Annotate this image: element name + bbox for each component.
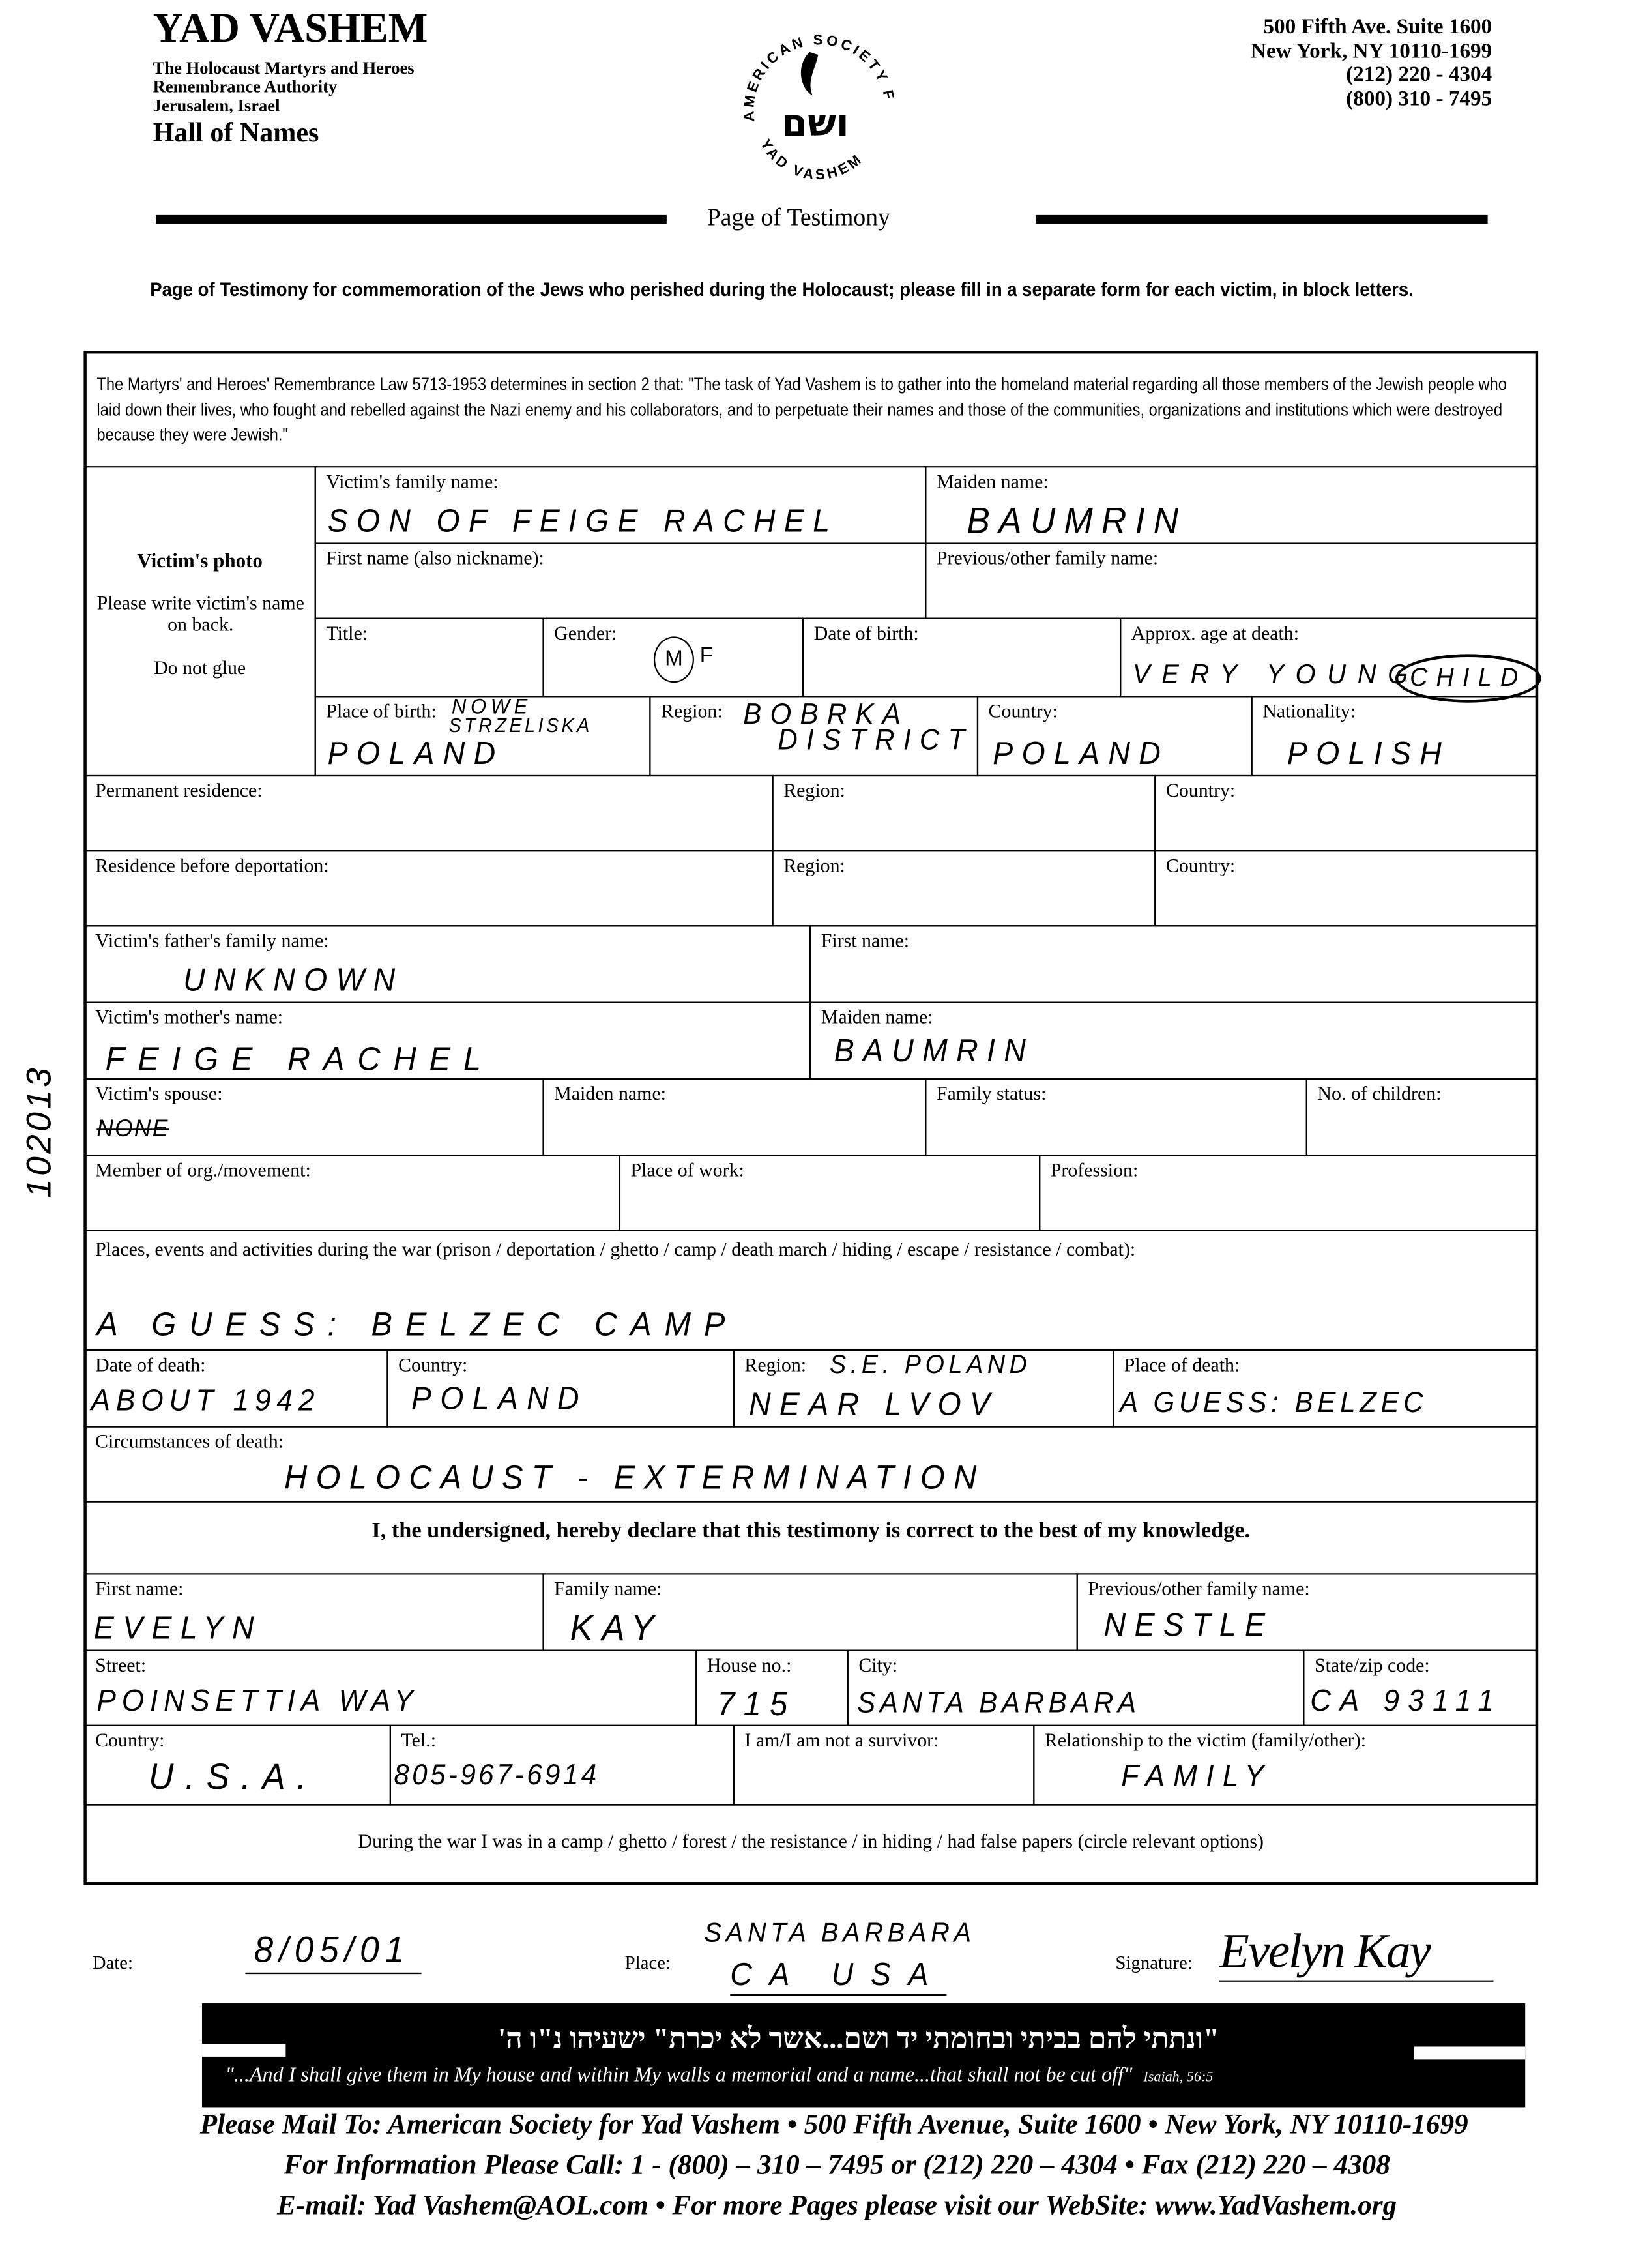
death-country-field[interactable] <box>386 1349 735 1428</box>
place-of-death-field[interactable] <box>1113 1349 1538 1428</box>
value-1: NOWE <box>451 694 532 718</box>
org-subtitle-2: Remembrance Authority <box>153 76 338 97</box>
photo-glue-note: Do not glue <box>154 656 246 679</box>
label: Member of org./movement: <box>95 1158 311 1181</box>
value: KAY <box>570 1608 663 1649</box>
label: Country: <box>988 700 1058 722</box>
value: SON OF FEIGE RACHEL <box>327 504 839 540</box>
value: BAUMRIN <box>967 501 1187 542</box>
label: Region: <box>661 700 723 722</box>
victim-dob-field[interactable] <box>802 618 1121 698</box>
value: FEIGE RACHEL <box>105 1039 495 1078</box>
war-activities-field[interactable] <box>83 1230 1538 1351</box>
org-subtitle-3: Jerusalem, Israel <box>153 95 280 116</box>
label: Region: <box>783 854 845 876</box>
svg-text:ושם: ושם <box>781 101 849 145</box>
value: BAUMRIN <box>834 1034 1035 1069</box>
value: NONE <box>96 1116 169 1143</box>
date-value[interactable]: 8/05/01 <box>245 1930 421 1974</box>
submitter-state-zip-field[interactable] <box>1303 1650 1538 1726</box>
victim-family-name-field[interactable] <box>315 466 927 544</box>
value-2: NEAR LVOV <box>749 1387 999 1423</box>
value: A GUESS: BELZEC CAMP <box>96 1305 738 1344</box>
label: Nationality: <box>1262 700 1356 722</box>
label: Circumstances of death: <box>95 1430 284 1452</box>
death-region-field[interactable] <box>733 1349 1114 1428</box>
value-1: BOBRKA <box>743 699 910 731</box>
value-1: S.E. POLAND <box>830 1350 1032 1379</box>
footer-phone: For Information Please Call: 1 - (800) – 310 – 7495 or (212) 220 – 4304 • Fax (212) 220 – 4308 <box>284 2150 1390 2181</box>
label: No. of children: <box>1317 1082 1442 1104</box>
hebrew-quote: "ונתתי להם בביתי ובחומתי יד ושם...אשר לא יכרת" ישעיהו נ"ו ה' <box>498 2024 1219 2055</box>
label: First name: <box>821 929 910 952</box>
value-2: DISTRICT <box>778 725 974 758</box>
submitter-house-number-field[interactable] <box>695 1650 849 1726</box>
label: Family status: <box>936 1082 1047 1104</box>
value: HOLOCAUST - EXTERMINATION <box>284 1458 985 1497</box>
label: Previous/other family name: <box>936 547 1159 569</box>
submitter-city-field[interactable] <box>847 1650 1305 1726</box>
label: Region: <box>744 1353 807 1376</box>
hall-of-names: Hall of Names <box>153 118 319 149</box>
label: Country: <box>1165 779 1236 801</box>
victim-maiden-name-field[interactable] <box>925 466 1538 544</box>
profession-field[interactable] <box>1039 1155 1538 1231</box>
gender-option-f[interactable]: F <box>699 643 714 669</box>
value: POLISH <box>1287 737 1451 772</box>
value: 805-967-6914 <box>394 1760 600 1792</box>
label: House no.: <box>706 1654 792 1676</box>
banner-stripe-right <box>1414 2046 1525 2059</box>
banner-stripe-left <box>202 2044 285 2057</box>
place-value-2[interactable]: CA USA <box>730 1958 946 1996</box>
family-status-field[interactable] <box>925 1078 1307 1156</box>
permanent-country-field[interactable] <box>1154 775 1538 851</box>
residence-before-deportation-field[interactable] <box>83 850 773 926</box>
permanent-region-field[interactable] <box>772 775 1156 851</box>
org-title: YAD VASHEM <box>153 5 428 52</box>
society-logo <box>729 20 902 194</box>
address-line-2: New York, NY 10110-1699 <box>1251 39 1492 63</box>
value: ABOUT 1942 <box>91 1385 321 1419</box>
label: Profession: <box>1050 1158 1139 1181</box>
value: UNKNOWN <box>183 963 404 999</box>
label: Residence before deportation: <box>95 854 329 876</box>
value: U.S.A. <box>149 1757 318 1798</box>
label: Permanent residence: <box>95 779 263 801</box>
label: Victim's mother's name: <box>95 1006 284 1028</box>
number-of-children-field[interactable] <box>1306 1078 1538 1156</box>
submitter-country-field[interactable] <box>83 1725 391 1806</box>
label: I am/I am not a survivor: <box>744 1729 939 1751</box>
declaration: I, the undersigned, hereby declare that this testimony is correct to the best of my knowledge. <box>371 1518 1251 1543</box>
value: POLAND <box>993 737 1170 772</box>
value: POINSETTIA WAY <box>96 1685 420 1718</box>
english-quote-text: "...And I shall give them in My house and within My walls a memorial and a name...that shall not be cut off" <box>225 2064 1133 2087</box>
mother-maiden-name-field[interactable] <box>809 1002 1538 1080</box>
label: Tel.: <box>401 1729 437 1751</box>
margin-note: 102013 <box>20 1065 59 1198</box>
label: Victim's family name: <box>326 470 499 492</box>
quote-banner <box>202 2003 1525 2107</box>
label: First name: <box>95 1577 184 1600</box>
victim-birth-country-field[interactable] <box>977 696 1253 776</box>
label: Gender: <box>554 622 617 644</box>
value: SANTA BARBARA <box>857 1688 1141 1720</box>
label: Victim's father's family name: <box>95 929 329 952</box>
photo-note: Please write victim's name on back. <box>96 591 304 636</box>
label: Place of birth: <box>326 700 437 722</box>
date-label: Date: <box>92 1951 134 1973</box>
label: Date of birth: <box>813 622 919 644</box>
victim-age-field[interactable] <box>1120 618 1538 698</box>
instructions: Page of Testimony for commemoration of the Jews who perished during the Holocaust; please fill in a separate form for each victim, in block letters. <box>150 278 1414 301</box>
deportation-country-field[interactable] <box>1154 850 1538 926</box>
father-first-name-field[interactable] <box>809 925 1538 1003</box>
phone-1: (212) 220 - 4304 <box>1346 63 1492 87</box>
org-subtitle-1: The Holocaust Martyrs and Heroes <box>153 57 415 78</box>
victim-birth-region-field[interactable] <box>649 696 978 776</box>
label: Country: <box>398 1353 468 1376</box>
value-2: STRZELISKA <box>448 714 592 737</box>
signature-label: Signature: <box>1115 1951 1193 1973</box>
permanent-residence-field[interactable] <box>83 775 773 851</box>
place-of-work-field[interactable] <box>619 1155 1040 1231</box>
svg-text:AMERICAN SOCIETY FOR: AMERICAN SOCIETY F <box>740 31 898 123</box>
label: Street: <box>95 1654 147 1676</box>
label: Place of work: <box>630 1158 744 1181</box>
footer-email-web[interactable]: E-mail: Yad Vashem@AOL.com • For more Pages please visit our WebSite: www.YadVashem.org <box>277 2190 1397 2222</box>
victim-previous-name-field[interactable] <box>925 542 1538 619</box>
label: Maiden name: <box>554 1082 667 1104</box>
label: Maiden name: <box>821 1006 933 1028</box>
value-3: POLAND <box>327 737 504 772</box>
label: Relationship to the victim (family/other): <box>1044 1729 1367 1751</box>
label: Place of death: <box>1124 1353 1240 1376</box>
gender-option-m-circled[interactable]: M <box>654 636 694 683</box>
org-subtitle <box>153 59 415 115</box>
english-quote <box>225 2064 1213 2089</box>
label: Date of death: <box>95 1353 206 1376</box>
value: NESTLE <box>1103 1608 1274 1643</box>
deportation-region-field[interactable] <box>772 850 1156 926</box>
place-value-1[interactable]: SANTA BARBARA <box>704 1917 976 1948</box>
label: Maiden name: <box>936 470 1049 492</box>
photo-title: Victim's photo <box>137 551 263 573</box>
mother-name-field[interactable] <box>83 1002 811 1080</box>
submitter-family-name-field[interactable] <box>542 1573 1077 1651</box>
value: EVELYN <box>93 1611 263 1647</box>
war-status-line[interactable]: During the war I was in a camp / ghetto / forest / the resistance / in hiding / had false papers (circle relevant options) <box>358 1830 1264 1852</box>
father-family-name-field[interactable] <box>83 925 811 1003</box>
value: FAMILY <box>1121 1760 1273 1793</box>
form-title: Page of Testimony <box>706 203 890 231</box>
footer-mail: Please Mail To: American Society for Yad Vashem • 500 Fifth Avenue, Suite 1600 • New York, NY 10110-1699 <box>199 2110 1468 2141</box>
label: State/zip code: <box>1314 1654 1430 1676</box>
value: CA 93111 <box>1310 1685 1503 1718</box>
survivor-status-field[interactable] <box>733 1725 1035 1806</box>
label: Family name: <box>554 1577 662 1600</box>
submitter-street-field[interactable] <box>83 1650 697 1726</box>
label: Victim's spouse: <box>95 1082 223 1104</box>
place-label: Place: <box>624 1951 671 1973</box>
header-rule-right <box>1036 215 1488 224</box>
label: Approx. age at death: <box>1131 622 1300 644</box>
relationship-field[interactable] <box>1033 1725 1538 1806</box>
label: Previous/other family name: <box>1088 1577 1310 1600</box>
date-of-death-field[interactable] <box>83 1349 388 1428</box>
label: City: <box>858 1654 898 1676</box>
label: Region: <box>783 779 845 801</box>
age-circled-value: CHILD <box>1395 654 1541 702</box>
label: Places, events and activities during the war (prison / deportation / ghetto / camp / death march / hiding / escape / resistance / combat): <box>95 1238 1136 1260</box>
phone-2: (800) 310 - 7495 <box>1346 87 1492 111</box>
org-address <box>1251 16 1492 111</box>
victim-nationality-field[interactable] <box>1251 696 1539 776</box>
spouse-maiden-name-field[interactable] <box>542 1078 926 1156</box>
svg-text:YAD VASHEM: YAD VASHEM <box>757 136 866 183</box>
value: POLAND <box>411 1381 588 1417</box>
label: First name (also nickname): <box>326 547 544 569</box>
victim-first-name-field[interactable] <box>315 542 927 619</box>
law-text: The Martyrs' and Heroes' Remembrance Law 5713-1953 determines in section 2 that: "The task of Yad Vashem is to gather into the homeland material regarding all those members of the Jewish people who laid down their lives, who fought and rebelled against the Nazi enemy and his collaborators, and to perpetuate their names and those of the communities, organizations and institutions which were destroyed because they were Jewish." <box>96 374 1507 445</box>
submitter-first-name-field[interactable] <box>83 1573 544 1651</box>
value: A GUESS: BELZEC <box>1120 1387 1428 1420</box>
spouse-field[interactable] <box>83 1078 544 1156</box>
victim-place-of-birth-field[interactable] <box>315 696 651 776</box>
value: 715 <box>717 1685 796 1723</box>
value: VERY YOUNG <box>1132 658 1419 690</box>
label: Country: <box>95 1729 165 1751</box>
victim-title-field[interactable] <box>315 618 544 698</box>
address-line-1: 500 Fifth Ave. Suite 1600 <box>1263 16 1492 39</box>
circumstances-of-death-field[interactable] <box>83 1426 1538 1502</box>
header-rule-left <box>156 215 667 224</box>
victim-gender-field[interactable] <box>542 618 804 698</box>
submitter-tel-field[interactable] <box>390 1725 735 1806</box>
member-org-field[interactable] <box>83 1155 620 1231</box>
signature-value[interactable]: Evelyn Kay <box>1219 1925 1494 1981</box>
label: Title: <box>326 622 368 644</box>
submitter-previous-name-field[interactable] <box>1077 1573 1538 1651</box>
quote-citation: Isaiah, 56:5 <box>1143 2069 1214 2086</box>
label: Country: <box>1165 854 1236 876</box>
